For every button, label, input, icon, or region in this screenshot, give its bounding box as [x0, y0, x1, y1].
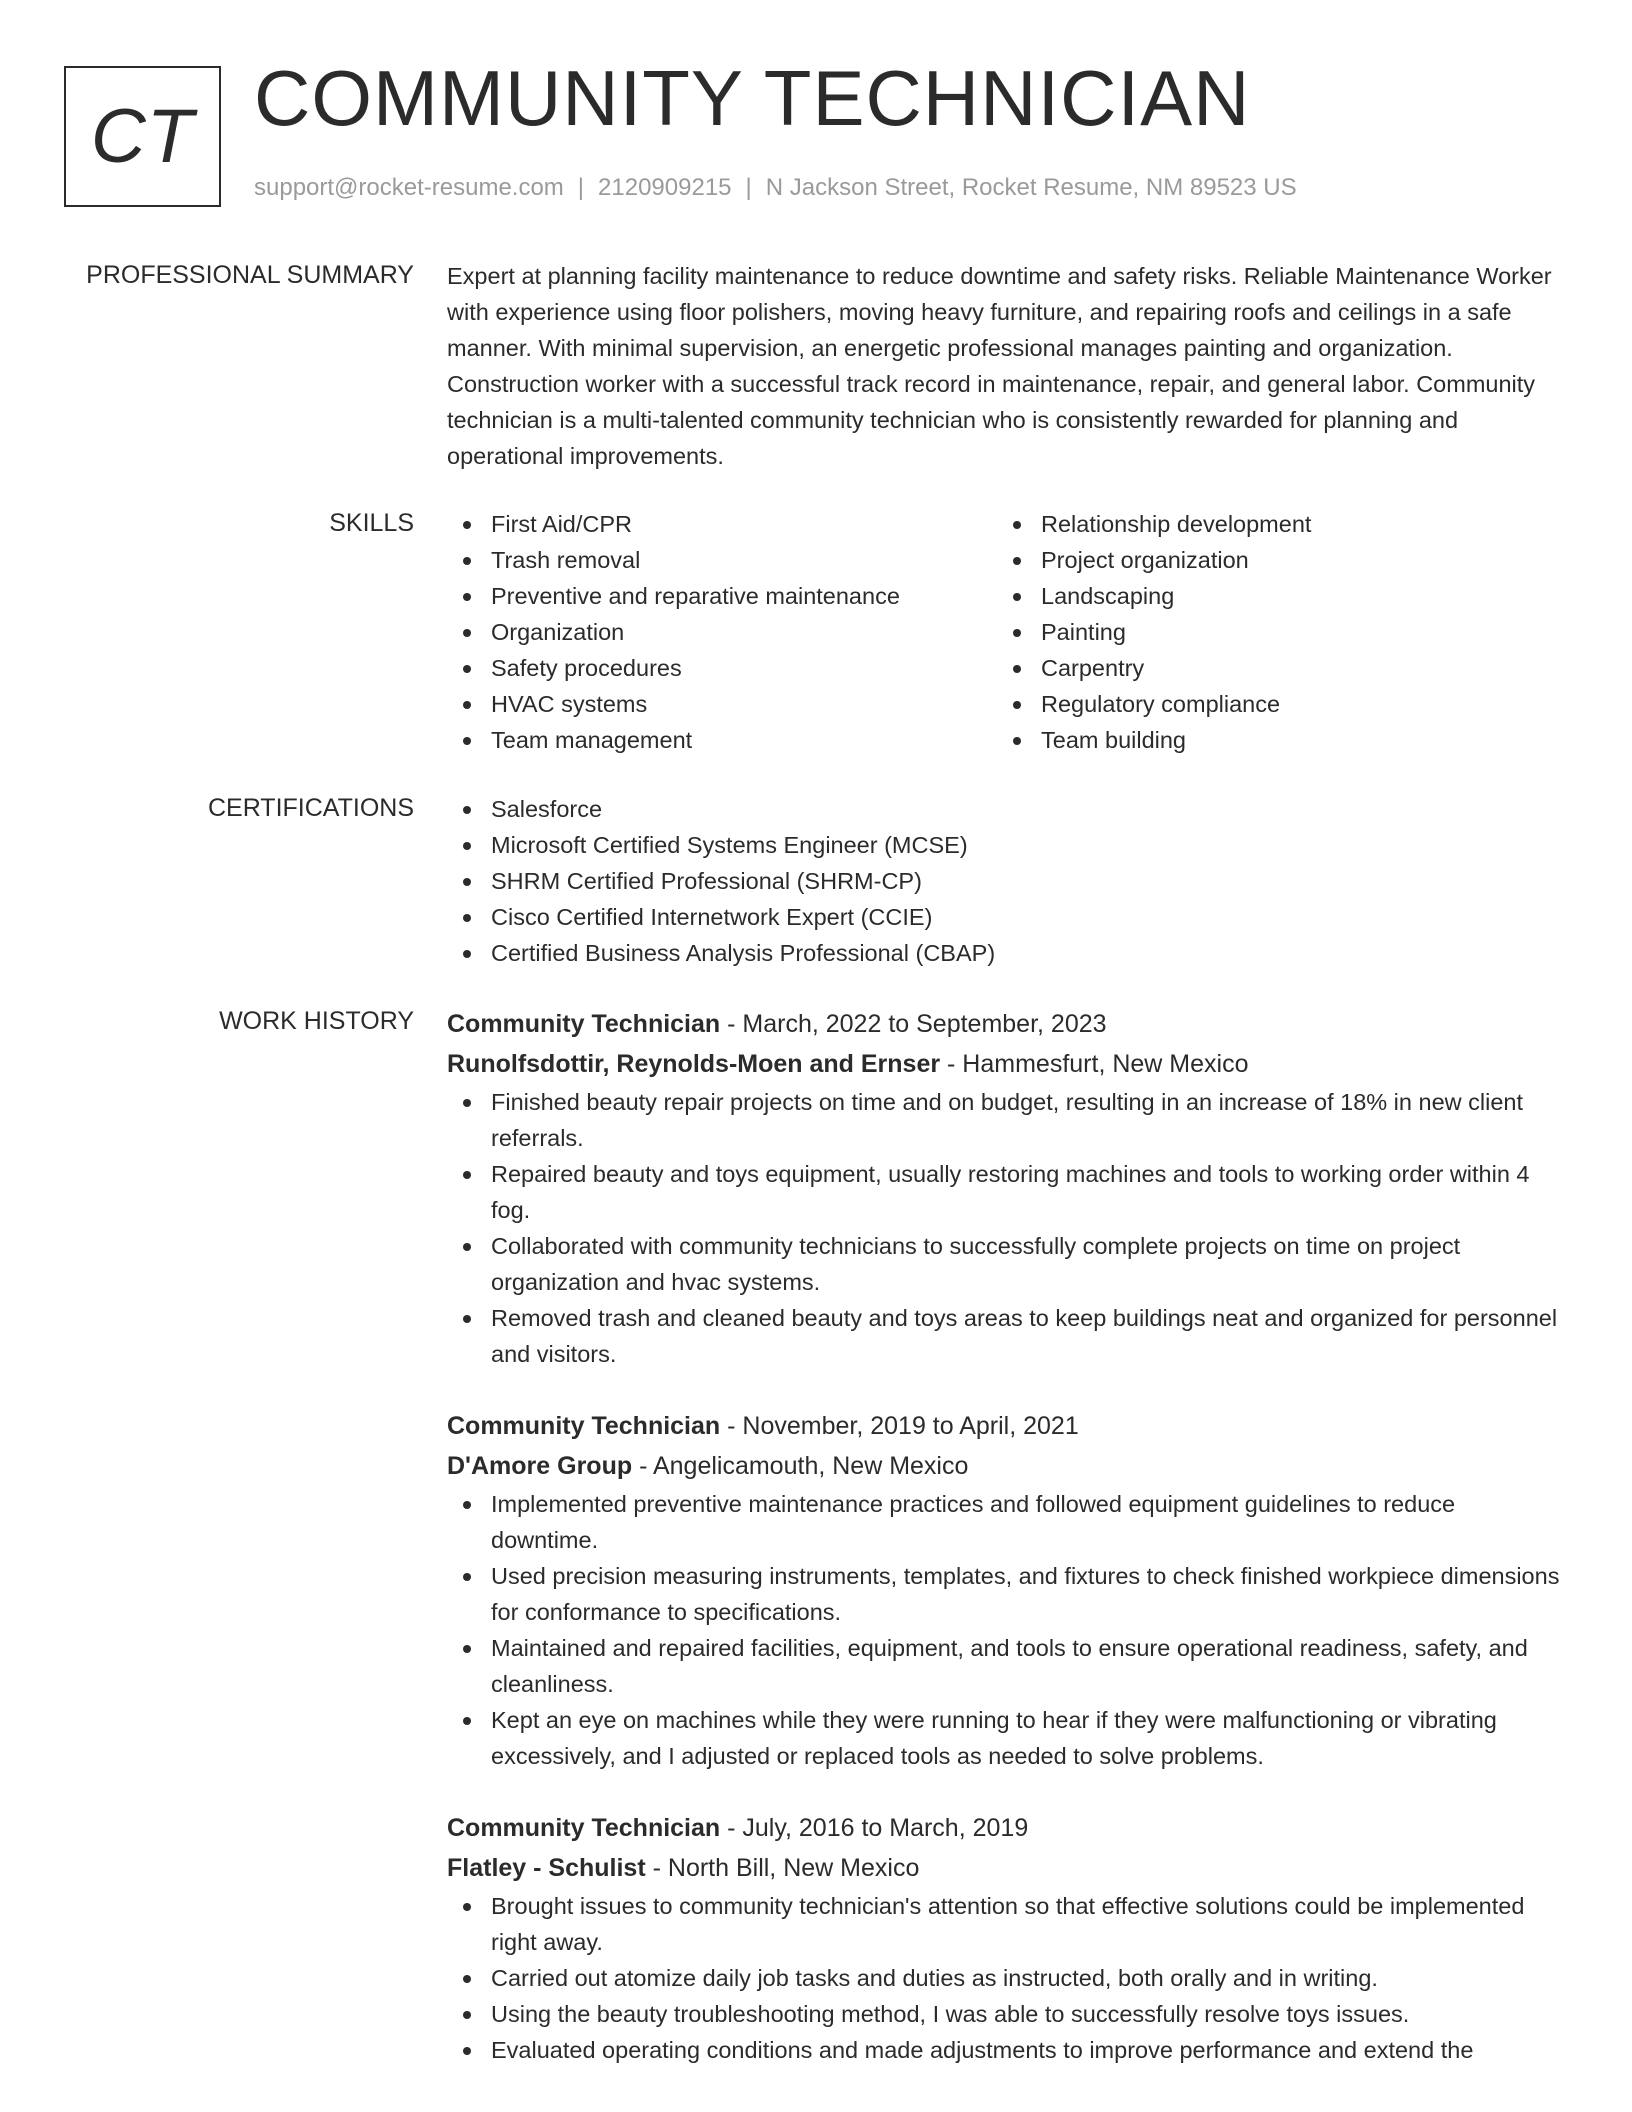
job-company: D'Amore Group — [447, 1452, 633, 1480]
skill-item: Relationship development — [997, 506, 1547, 542]
monogram-text: CT — [90, 94, 195, 179]
contact-address: N Jackson Street, Rocket Resume, NM 89523 US — [765, 174, 1297, 201]
contact-separator: | — [745, 174, 752, 201]
skills-column-left — [447, 506, 997, 758]
skill-item: Team building — [997, 722, 1547, 758]
skill-item: First Aid/CPR — [447, 506, 997, 542]
job-location: - Hammesfurt, New Mexico — [940, 1050, 1249, 1078]
job-location: - Angelicamouth, New Mexico — [632, 1452, 969, 1480]
skill-item: Carpentry — [997, 650, 1547, 686]
contact-email[interactable]: support@rocket-resume.com — [254, 174, 564, 201]
job-bullets — [447, 1888, 1567, 2068]
job-title: Community Technician — [447, 1010, 721, 1038]
job-title-line — [447, 1808, 1567, 1848]
job-bullet: Used precision measuring instruments, templates, and fixtures to check finished workpiece dimensions for conformance to specifications. — [447, 1558, 1567, 1630]
skills-body — [447, 506, 1567, 758]
skill-item: Regulatory compliance — [997, 686, 1547, 722]
job-bullet: Maintained and repaired facilities, equipment, and tools to ensure operational readiness, safety, and cleanliness. — [447, 1630, 1567, 1702]
contact-line — [254, 174, 1297, 203]
job-title-line — [447, 1406, 1567, 1446]
certification-item: Certified Business Analysis Professional (CBAP) — [447, 935, 1567, 971]
skill-item: Safety procedures — [447, 650, 997, 686]
skill-item: Landscaping — [997, 578, 1547, 614]
job-company: Flatley - Schulist — [447, 1854, 646, 1882]
job-bullet: Implemented preventive maintenance practices and followed equipment guidelines to reduce downtime. — [447, 1486, 1567, 1558]
skill-item: Trash removal — [447, 542, 997, 578]
job-title: Community Technician — [447, 1412, 721, 1440]
job-company-line — [447, 1848, 1567, 1888]
job-bullets — [447, 1486, 1567, 1774]
section-label-certifications: CERTIFICATIONS — [207, 794, 414, 822]
skills-list-right — [997, 506, 1547, 758]
summary-text: Expert at planning facility maintenance to reduce downtime and safety risks. Reliable Maintenance Worker with experience using floor polishers, moving heavy furniture, and repairing roofs and ceilings in a safe manner. With minimal supervision, an energetic professional manages painting and organization. Construction worker with a successful track record in maintenance, repair, and general labor. Community technician is a multi-talented community technician who is consistently rewarded for planning and operational improvements. — [447, 263, 1552, 469]
certification-item: Cisco Certified Internetwork Expert (CCIE) — [447, 899, 1567, 935]
certification-item: Salesforce — [447, 791, 1567, 827]
certifications-list — [447, 791, 1567, 971]
job-bullet: Carried out atomize daily job tasks and duties as instructed, both orally and in writing. — [447, 1960, 1567, 1996]
certification-item: SHRM Certified Professional (SHRM-CP) — [447, 863, 1567, 899]
job-title-line — [447, 1004, 1567, 1044]
skill-item: Organization — [447, 614, 997, 650]
monogram-badge — [64, 66, 221, 207]
job-company: Runolfsdottir, Reynolds-Moen and Ernser — [447, 1050, 941, 1078]
job-bullet: Repaired beauty and toys equipment, usually restoring machines and tools to working order within 4 fog. — [447, 1156, 1567, 1228]
section-label-summary: PROFESSIONAL SUMMARY — [86, 261, 414, 289]
skill-item: Team management — [447, 722, 997, 758]
certifications-body — [447, 791, 1567, 971]
contact-separator: | — [577, 174, 585, 201]
job-title: Community Technician — [447, 1814, 721, 1842]
job-bullet: Evaluated operating conditions and made adjustments to improve performance and extend the — [447, 2032, 1567, 2068]
job-bullet: Using the beauty troubleshooting method, I was able to successfully resolve toys issues. — [447, 1996, 1567, 2032]
skills-list-left — [447, 506, 997, 758]
section-label-skills: SKILLS — [329, 509, 414, 537]
section-label-work-history: WORK HISTORY — [219, 1007, 414, 1035]
job-entry — [447, 1004, 1567, 1372]
skill-item: Project organization — [997, 542, 1547, 578]
job-bullets — [447, 1084, 1567, 1372]
work-history-body — [447, 1004, 1567, 2102]
job-location: - North Bill, New Mexico — [645, 1854, 920, 1882]
job-company-line — [447, 1044, 1567, 1084]
job-entry — [447, 1808, 1567, 2068]
job-bullet: Collaborated with community technicians to successfully complete projects on time on project organization and hvac systems. — [447, 1228, 1567, 1300]
job-company-line — [447, 1446, 1567, 1486]
skills-column-right — [997, 506, 1547, 758]
job-bullet: Finished beauty repair projects on time and on budget, resulting in an increase of 18% in new client referrals. — [447, 1084, 1567, 1156]
summary-body — [447, 258, 1567, 474]
resume-name: COMMUNITY TECHNICIAN — [254, 54, 1251, 142]
job-bullet: Brought issues to community technician's attention so that effective solutions could be implemented right away. — [447, 1888, 1567, 1960]
job-dates: - November, 2019 to April, 2021 — [720, 1412, 1079, 1440]
job-bullet: Removed trash and cleaned beauty and toys areas to keep buildings neat and organized for personnel and visitors. — [447, 1300, 1567, 1372]
job-entry — [447, 1406, 1567, 1774]
certification-item: Microsoft Certified Systems Engineer (MCSE) — [447, 827, 1567, 863]
contact-phone[interactable]: 2120909215 — [598, 174, 732, 201]
job-bullet: Kept an eye on machines while they were running to hear if they were malfunctioning or vibrating excessively, and I adjusted or replaced tools as needed to solve problems. — [447, 1702, 1567, 1774]
job-dates: - March, 2022 to September, 2023 — [720, 1010, 1107, 1038]
job-dates: - July, 2016 to March, 2019 — [720, 1814, 1029, 1842]
skill-item: Painting — [997, 614, 1547, 650]
skill-item: Preventive and reparative maintenance — [447, 578, 997, 614]
skill-item: HVAC systems — [447, 686, 997, 722]
